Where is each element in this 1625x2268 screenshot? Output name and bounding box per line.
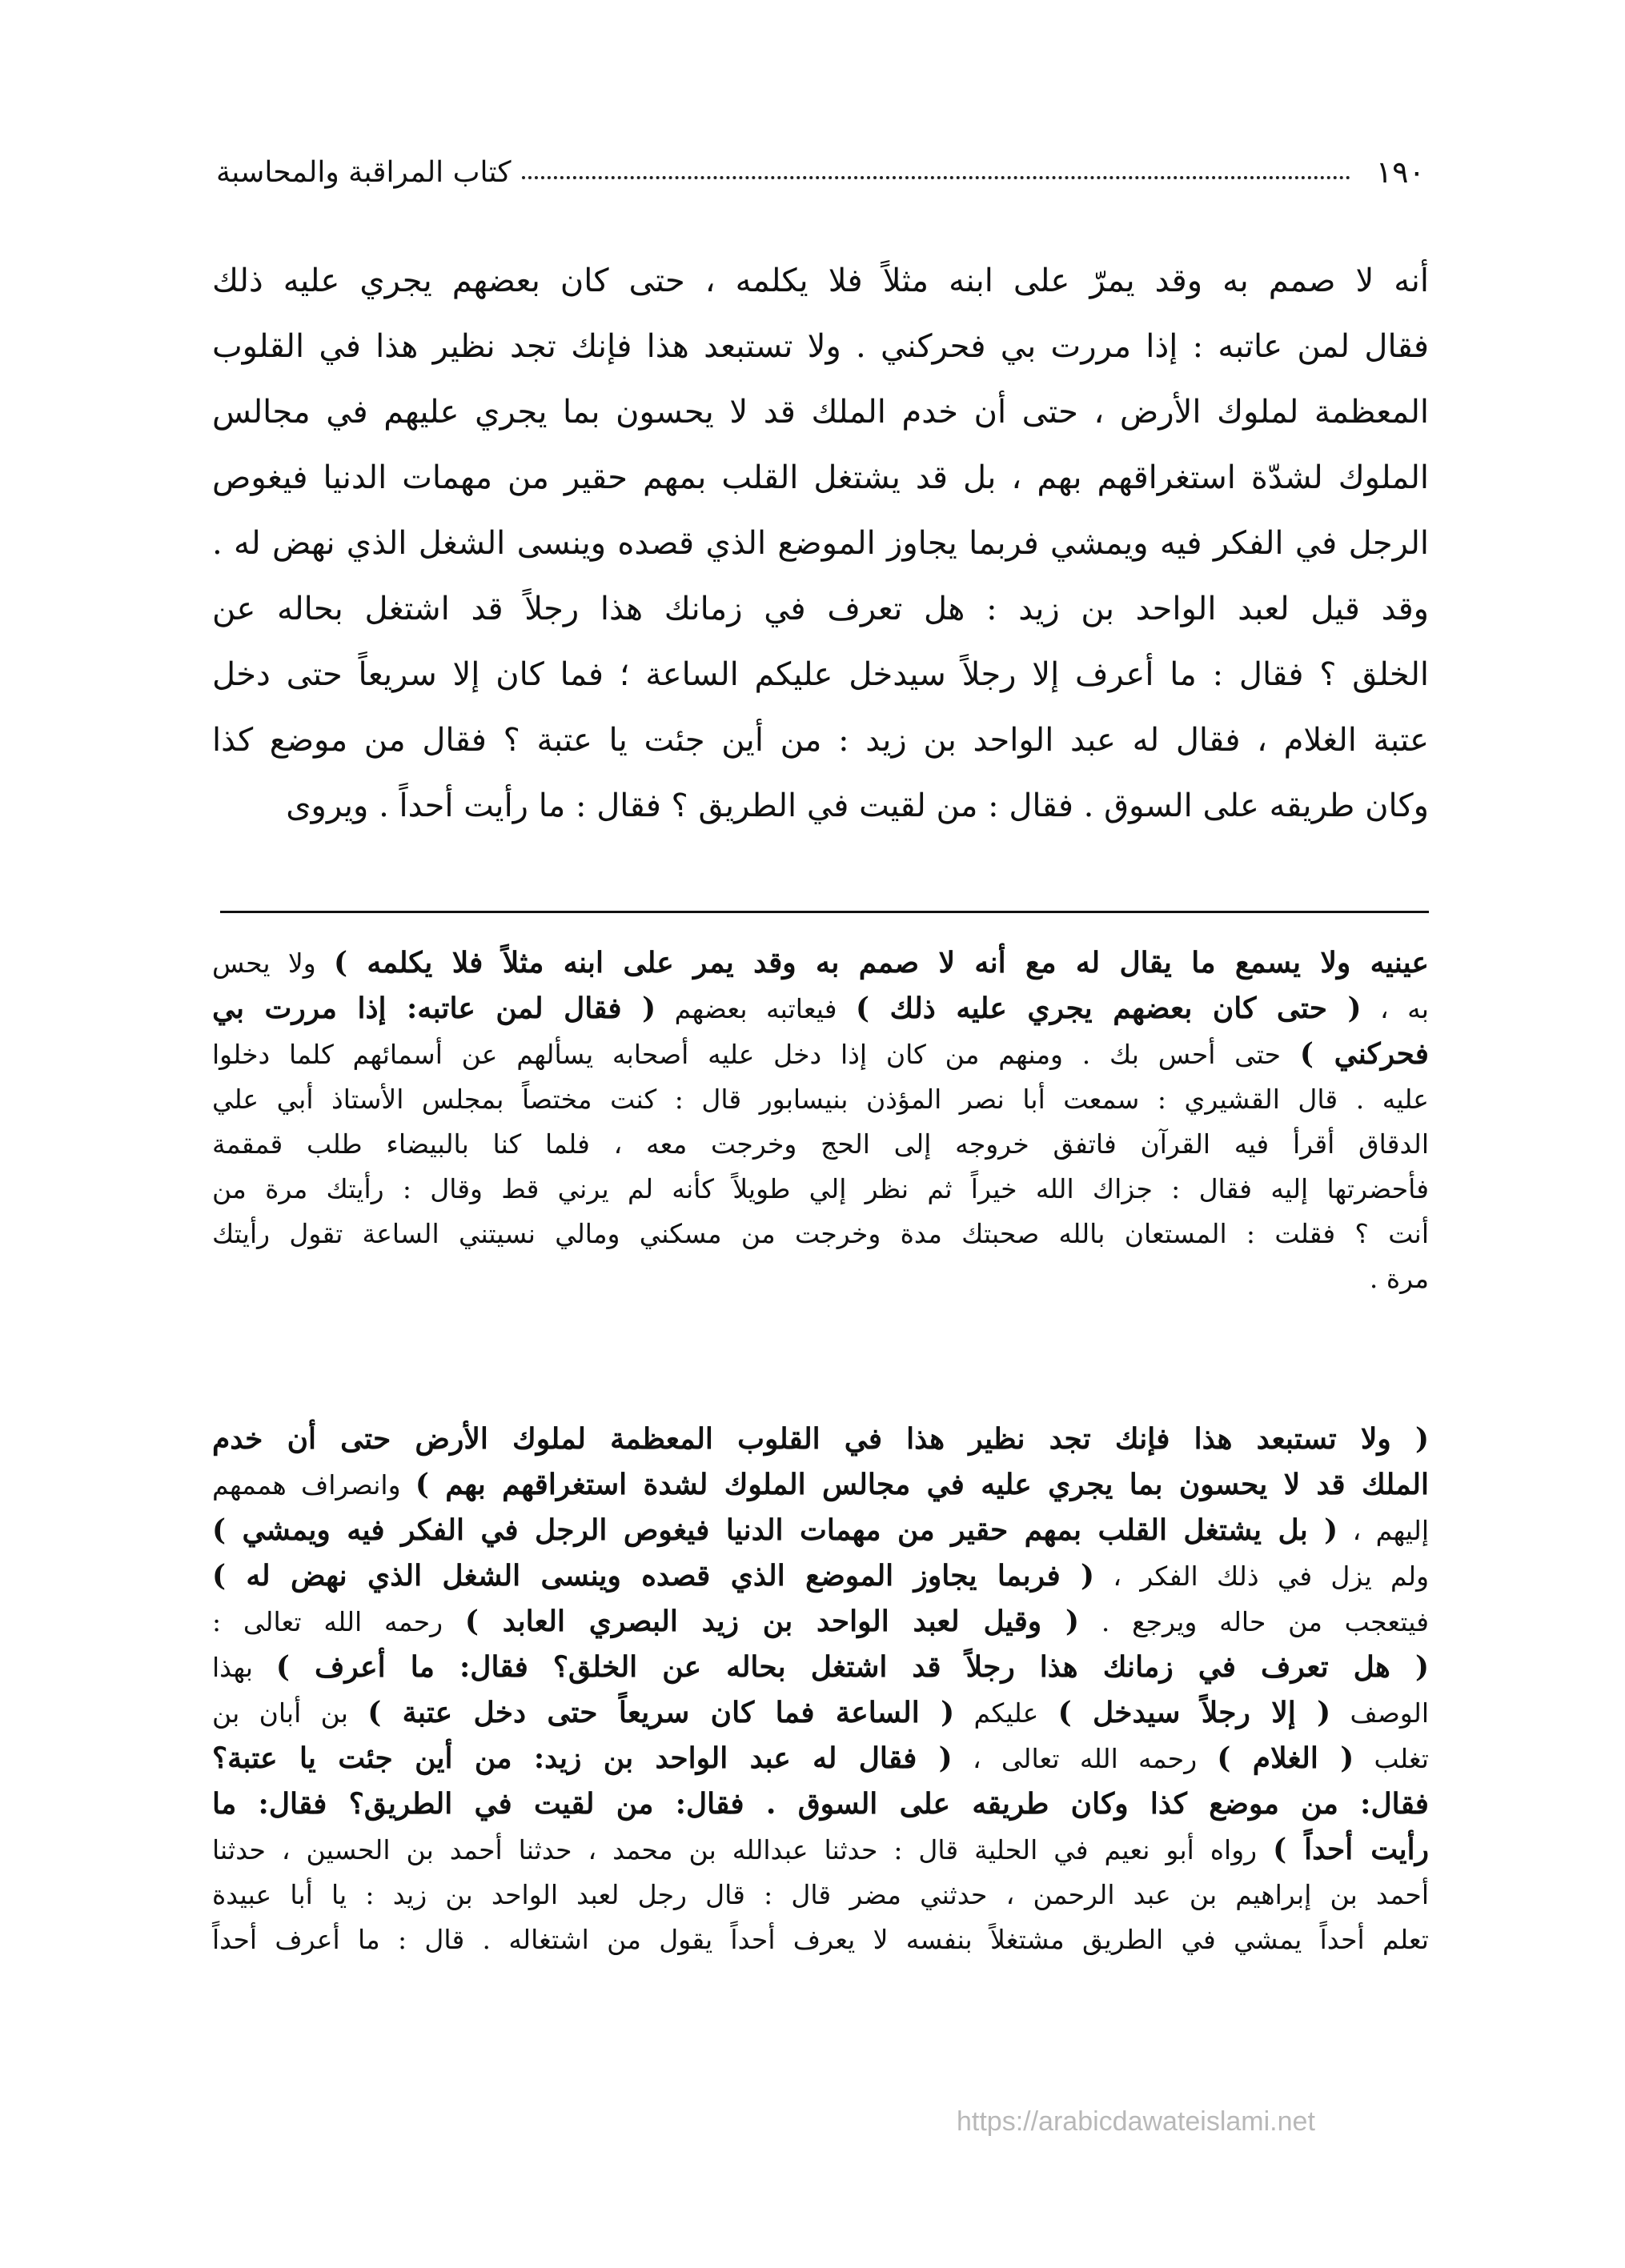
commentary-line bbox=[212, 1212, 1429, 1256]
explanation-text: عليه . قال القشيري : سمعت أبا نصر المؤذن بنيسابور قال : كنت مختصاً بمجلس الأستاذ أبي علي bbox=[212, 1084, 1429, 1115]
quoted-text: فحركني ) bbox=[1299, 1037, 1430, 1071]
quoted-text: ( هل تعرف في زمانك هذا رجلاً قد اشتغل بحاله عن الخلق؟ فقال: ما أعرف ) bbox=[275, 1650, 1429, 1684]
commentary-line bbox=[212, 1032, 1429, 1077]
main-line: عتبة الغلام ، فقال له عبد الواحد بن زيد : من أين جئت يا عتبة ؟ فقال من موضع كذا bbox=[212, 722, 1429, 759]
explanation-text: حتى أحس بك . ومنهم من كان إذا دخل عليه أصحابه يسألهم عن أسمائهم كلما دخلوا bbox=[212, 1039, 1300, 1070]
quoted-text: ( فقال له عبد الواحد بن زيد: من أين جئت يا عتبة؟ bbox=[212, 1741, 953, 1775]
quoted-text: ( بل يشتغل القلب بمهم حقير من مهمات الدنيا فيغوص الرجل في الفكر فيه ويمشي ) bbox=[212, 1513, 1338, 1547]
explanation-text: إليهم ، bbox=[1338, 1515, 1429, 1546]
main-line: الرجل في الفكر فيه ويمشي فربما يجاوز الموضع الذي قصده وينسى الشغل الذي نهض له . bbox=[212, 525, 1429, 562]
quoted-text: ( الغلام ) bbox=[1217, 1741, 1354, 1775]
explanation-text: أحمد بن إبراهيم بن عبد الرحمن ، حدثني مضر قال : قال رجل لعبد الواحد بن زيد : يا أبا عبيدة bbox=[212, 1879, 1429, 1910]
commentary-line bbox=[212, 940, 1429, 986]
commentary-line bbox=[212, 1167, 1429, 1212]
explanation-text: تعلم أحداً يمشي في الطريق مشتغلاً بنفسه لا يعرف أحداً يقول من اشتغاله . قال : ما أعرف أحداً bbox=[212, 1924, 1429, 1955]
commentary-line bbox=[212, 1599, 1429, 1645]
commentary-line bbox=[212, 986, 1429, 1032]
explanation-text: فيعاتبه بعضهم bbox=[656, 993, 856, 1024]
quoted-text: رأيت أحداً ) bbox=[1273, 1833, 1429, 1866]
quoted-text: ( إلا رجلاً سيدخل ) bbox=[1057, 1696, 1331, 1729]
explanation-text: تغلب bbox=[1354, 1743, 1429, 1774]
commentary-line bbox=[212, 1873, 1429, 1917]
main-line: الخلق ؟ فقال : ما أعرف إلا رجلاً سيدخل عليكم الساعة ؛ فما كان إلا سريعاً حتى دخل bbox=[212, 656, 1429, 693]
quoted-text: فقال: من موضع كذا وكان طريقه على السوق . فقال: من لقيت في الطريق؟ فقال: ما bbox=[212, 1787, 1429, 1821]
quoted-text: ( وقيل لعبد الواحد بن زيد البصري العابد ) bbox=[464, 1605, 1080, 1638]
commentary-line bbox=[212, 1508, 1429, 1553]
explanation-text: فأحضرتها إليه فقال : جزاك الله خيراً ثم نظر إلي طويلاً كأنه لم يرني قط وقال : رأيتك مرة من bbox=[212, 1173, 1429, 1204]
commentary-block-2 bbox=[212, 1416, 1429, 1962]
commentary-line bbox=[212, 1917, 1429, 1962]
explanation-text: عليكم bbox=[954, 1697, 1058, 1729]
commentary-line bbox=[212, 1690, 1429, 1736]
commentary-line bbox=[212, 1122, 1429, 1167]
commentary-line bbox=[212, 1781, 1429, 1827]
main-line: المعظمة لملوك الأرض ، حتى أن خدم الملك قد لا يحسون بما يجري عليهم في مجالس bbox=[212, 394, 1429, 431]
main-line: وقد قيل لعبد الواحد بن زيد : هل تعرف في زمانك هذا رجلاً قد اشتغل بحاله عن bbox=[212, 591, 1429, 627]
explanation-text: الدقاق أقرأ فيه القرآن فاتفق خروجه إلى الحج وخرجت معه ، فلما كنا بالبيضاء طلب قمقمة bbox=[212, 1128, 1429, 1160]
main-line: أنه لا صمم به وقد يمرّ على ابنه مثلاً فلا يكلمه ، حتى كان بعضهم يجري عليه ذلك bbox=[212, 262, 1429, 299]
explanation-text: وانصراف هممهم bbox=[212, 1469, 415, 1501]
explanation-text: بن أبان بن bbox=[212, 1697, 368, 1729]
explanation-text: بهذا bbox=[212, 1652, 276, 1683]
main-text bbox=[212, 248, 1429, 839]
explanation-text: ولا يحس bbox=[212, 948, 334, 979]
commentary-line bbox=[212, 1553, 1429, 1599]
commentary-line bbox=[212, 1736, 1429, 1781]
commentary-line bbox=[212, 1462, 1429, 1508]
quoted-text: الملك قد لا يحسون بما يجري عليه في مجالس الملوك لشدة استغراقهم بهم ) bbox=[415, 1468, 1430, 1501]
book-title: كتاب المراقبة والمحاسبة bbox=[216, 155, 512, 189]
footnote-divider bbox=[220, 911, 1429, 913]
commentary-line bbox=[212, 1416, 1429, 1462]
explanation-text: فيتعجب من حاله ويرجع . bbox=[1079, 1606, 1429, 1637]
quoted-text: ( ولا تستبعد هذا فإنك تجد نظير هذا في القلوب المعظمة لملوك الأرض حتى أن خدم bbox=[212, 1422, 1429, 1456]
main-line: وكان طريقه على السوق . فقال : من لقيت في الطريق ؟ فقال : ما رأيت أحداً . ويروى bbox=[286, 787, 1429, 824]
quoted-text: ( فقال لمن عاتبه: إذا مررت بي bbox=[212, 992, 656, 1025]
explanation-text: مرة . bbox=[1369, 1263, 1429, 1294]
explanation-text: رواه أبو نعيم في الحلية قال : حدثنا عبدالله بن محمد ، حدثنا أحمد بن الحسين ، حدثنا bbox=[212, 1834, 1274, 1865]
explanation-text: الوصف bbox=[1330, 1697, 1429, 1729]
explanation-text: به ، bbox=[1361, 993, 1429, 1024]
explanation-text: أنت ؟ فقلت : المستعان بالله صحبتك مدة وخرجت من مسكني ومالي نسيتني الساعة تقول رأيتك bbox=[212, 1218, 1429, 1249]
quoted-text: ( فربما يجاوز الموضع الذي قصده وينسى الشغل الذي نهض له ) bbox=[212, 1559, 1095, 1593]
commentary-line bbox=[212, 1256, 1429, 1301]
commentary-line bbox=[212, 1077, 1429, 1122]
explanation-text: رحمه الله تعالى ، bbox=[952, 1743, 1218, 1774]
commentary-line bbox=[212, 1827, 1429, 1873]
explanation-text: رحمه الله تعالى : bbox=[212, 1606, 465, 1637]
dotted-leader bbox=[522, 176, 1350, 179]
page-number: ١٩٠ bbox=[1375, 154, 1425, 190]
quoted-text: عينيه ولا يسمع ما يقال له مع أنه لا صمم به وقد يمر على ابنه مثلاً فلا يكلمه ) bbox=[333, 946, 1429, 980]
watermark-url: https://arabicdawateislami.net bbox=[957, 2106, 1315, 2137]
quoted-text: ( الساعة فما كان سريعاً حتى دخل عتبة ) bbox=[367, 1696, 955, 1729]
commentary-line bbox=[212, 1645, 1429, 1690]
main-line: الملوك لشدّة استغراقهم بهم ، بل قد يشتغل القلب بمهم حقير من مهمات الدنيا فيغوص bbox=[212, 459, 1429, 496]
running-header bbox=[216, 148, 1425, 196]
explanation-text: ولم يزل في ذلك الفكر ، bbox=[1094, 1561, 1429, 1592]
main-line: فقال لمن عاتبه : إذا مررت بي فحركني . ولا تستبعد هذا فإنك تجد نظير هذا في القلوب bbox=[212, 328, 1429, 365]
quoted-text: ( حتى كان بعضهم يجري عليه ذلك ) bbox=[855, 992, 1362, 1025]
commentary-block-1 bbox=[212, 940, 1429, 1301]
